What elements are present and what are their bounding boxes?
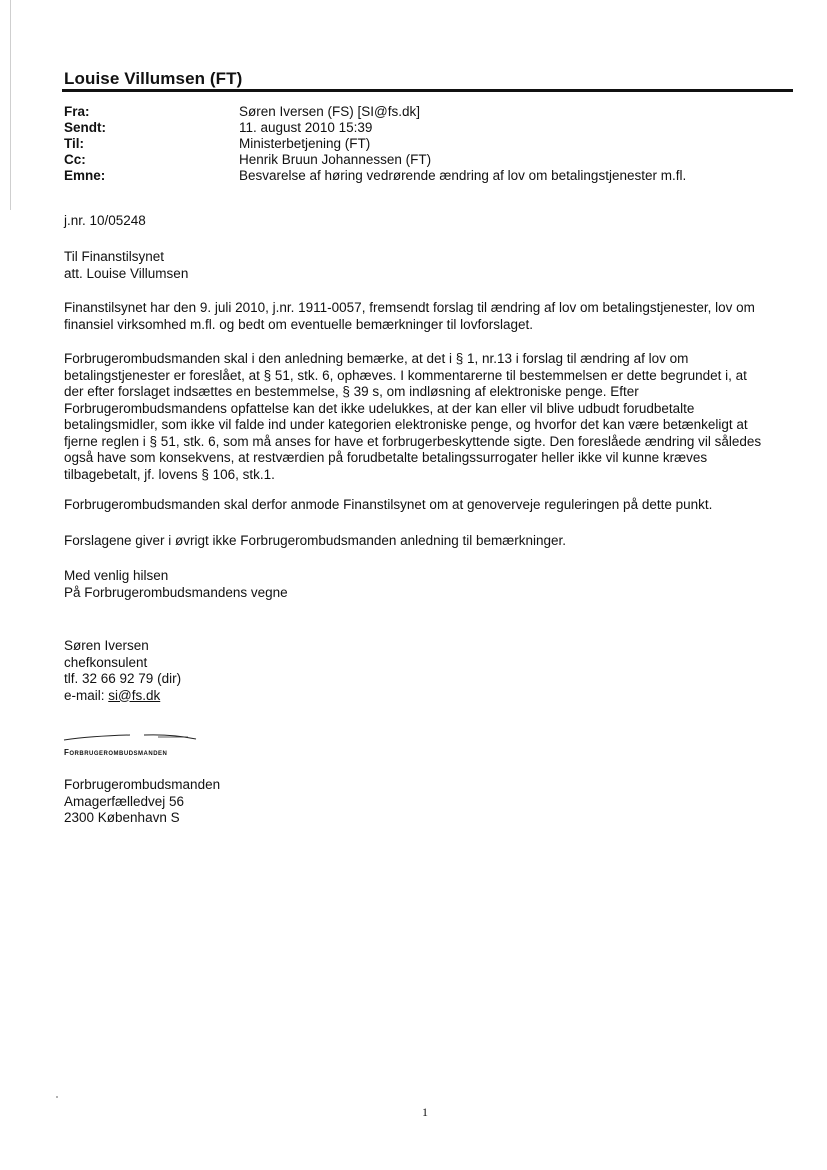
subject-row xyxy=(64,168,794,184)
cc-label: Cc: xyxy=(64,152,86,167)
email-header-fields xyxy=(64,104,794,184)
from-row xyxy=(64,104,794,120)
sent-row xyxy=(64,120,794,136)
addressee-line: att. Louise Villumsen xyxy=(64,265,189,281)
address-line: Forbrugerombudsmanden xyxy=(64,777,221,792)
sender-name-heading: Louise Villumsen (FT) xyxy=(64,69,243,88)
closing-line: På Forbrugerombudsmandens vegne xyxy=(64,584,288,600)
closing-block xyxy=(64,568,789,601)
sent-value: 11. august 2010 15:39 xyxy=(239,120,373,135)
header-rule xyxy=(62,89,793,92)
address-block xyxy=(64,777,789,827)
to-label: Til: xyxy=(64,136,84,151)
sent-label: Sendt: xyxy=(64,120,106,135)
signature-email-line xyxy=(64,688,789,705)
from-label: Fra: xyxy=(64,104,90,119)
paragraph-intro: Finanstilsynet har den 9. juli 2010, j.nr. 1911-0057, fremsendt forslag til ændring af lov om betalingstjenester, lov om finansiel virksomhed m.fl. og bedt om eventuelle bemærkninger til lovforslaget. xyxy=(64,300,755,332)
cc-value: Henrik Bruun Johannessen (FT) xyxy=(239,152,432,167)
address-line: 2300 København S xyxy=(64,810,180,825)
paragraph-no-remarks: Forslagene giver i øvrigt ikke Forbrugerombudsmanden anledning til bemærkninger. xyxy=(64,533,566,548)
journal-number: j.nr. 10/05248 xyxy=(64,213,146,228)
logo-strokes-graphic xyxy=(62,732,202,744)
closing-line: Med venlig hilsen xyxy=(64,568,169,583)
scan-edge-line xyxy=(10,0,11,210)
signature-block xyxy=(64,638,789,704)
signature-title: chefkonsulent xyxy=(64,654,148,670)
signature-name: Søren Iversen xyxy=(64,638,149,653)
signature-phone: tlf. 32 66 92 79 (dir) xyxy=(64,671,182,686)
from-value: Søren Iversen (FS) [SI@fs.dk] xyxy=(239,104,420,119)
address-line: Amagerfælledvej 56 xyxy=(64,793,185,809)
to-row xyxy=(64,136,794,152)
email-label: e-mail: xyxy=(64,687,109,703)
to-value: Ministerbetjening (FT) xyxy=(239,136,371,151)
paragraph-remarks: Forbrugerombudsmanden skal i den anledning bemærke, at det i § 1, nr.13 i forslag til ændring af lov om betalingstjenester er foreslået, at § 51, stk. 6, ophæves. I kommentarerne til bestemmelsen er dette begrundet i, at der efter forslaget indsættes en bestemmelse, § 39 s, om indløsning af elektroniske penge. Efter Forbrugerombudsmandens opfattelse kan det ikke udelukkes, at der kan eller vil blive udbudt forudbetalte betalingsmidler, som ikke vil falde ind under kategorien elektroniske penge, og hvorfor det kan være betænkeligt at fjerne reglen i § 51, stk. 6, som må anses for have et forbrugerbeskyttende sigte. Den foreslåede ændring vil således også have som konsekvens, at restværdien på forudbetalte betalingssurrogater heller ikke vil kunne kræves tilbagebetalt, jf. lovens § 106, stk.1. xyxy=(64,351,762,482)
addressee-line: Til Finanstilsynet xyxy=(64,249,165,264)
subject-label: Emne: xyxy=(64,168,106,183)
paragraph-request: Forbrugerombudsmanden skal derfor anmode Finanstilsynet om at genoverveje reguleringen på dette punkt. xyxy=(64,497,713,512)
cc-row xyxy=(64,152,794,168)
addressee-block xyxy=(64,249,789,282)
email-link[interactable]: si@fs.dk xyxy=(108,687,161,703)
subject-value: Besvarelse af høring vedrørende ændring af lov om betalingstjenester m.fl. xyxy=(239,168,687,183)
page-number: 1 xyxy=(422,1105,428,1119)
scan-speck xyxy=(56,1096,58,1098)
organization-logo-text: Forbrugerombudsmanden xyxy=(64,748,168,757)
